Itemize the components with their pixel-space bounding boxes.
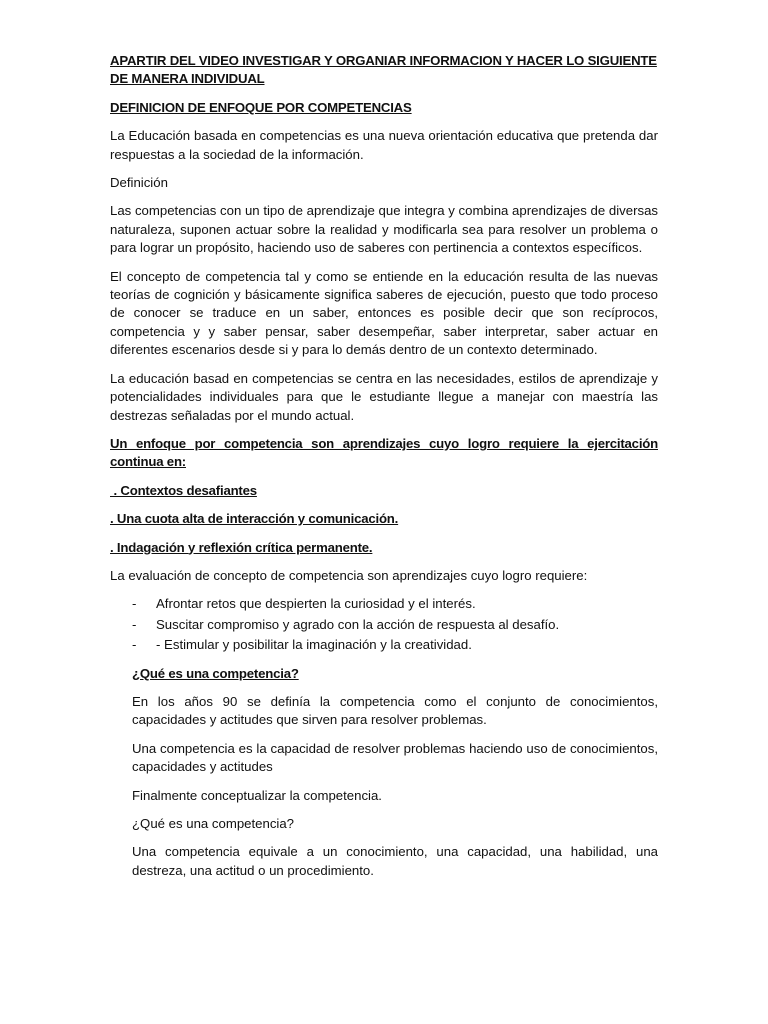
section-heading: DEFINICION DE ENFOQUE POR COMPETENCIAS [110,99,412,115]
enfoque-item-2: . Una cuota alta de interacción y comunicación. [110,511,399,527]
enfoque-item-3: . Indagación y reflexión crítica permanente. [110,539,373,555]
title-line-2: DE MANERA INDIVIDUAL [110,71,265,87]
paragraph-competencias: Las competencias con un tipo de aprendizaje que integra y combina aprendizajes de diversas naturaleza, suponen actuar sobre la realidad y modificarla sea para resolver un problema o para lograr un propósito, haciendo uso de saberes con pertinencia a contextos específicos. [110,203,658,256]
answer-paragraph-2: Una competencia es la capacidad de resolver problemas haciendo uso de conocimientos, capacidades y actitudes [132,740,658,775]
dash-bullet: - [132,637,137,653]
list-item [110,636,658,654]
dash-bullet: - [132,616,137,632]
enfoque-item-1: . Contextos desafiantes [110,482,257,498]
intro-paragraph: La Educación basada en competencias es una nueva orientación educativa que pretenda dar respuestas a la sociedad de la información. [110,128,658,162]
list-item [110,595,658,613]
indented-section [110,665,658,881]
list-item-text: Afrontar retos que despierten la curiosidad y el interés. [156,596,476,612]
paragraph-concepto: El concepto de competencia tal y como se entiende en la educación resulta de las nuevas teorías de cognición y básicamente significa saberes de ejecución, puesto que todo proceso de conocer se traduce en un saber, entonces es posible decir que son recíprocos, competencia y y saber pensar, saber desempeñar, saber interpretar, saber actuar en diferentes escenarios desde si y para lo demás dentro de un contexto determinado. [110,268,658,358]
answer-paragraph-3: Una competencia equivale a un conocimiento, una capacidad, una habilidad, una destreza, una actitud o un procedimiento. [132,844,658,878]
answer-paragraph-1: En los años 90 se definía la competencia como el conjunto de conocimientos, capacidades y actitudes que sirven para resolver problemas. [132,693,658,728]
paragraph-educacion: La educación basad en competencias se centra en las necesidades, estilos de aprendizaje y potencialidades individuales para que le estudiante llegue a manejar con maestría las destrezas señaladas por el mundo actual. [110,370,658,423]
question-heading-1: ¿Qué es una competencia? [132,665,299,681]
question-2: ¿Qué es una competencia? [132,816,295,831]
title-line-1: APARTIR DEL VIDEO INVESTIGAR Y ORGANIAR INFORMACION Y HACER LO SIGUIENTE [110,53,657,68]
list-item-text: Suscitar compromiso y agrado con la acción de respuesta al desafío. [156,616,560,632]
list-item [110,616,658,634]
evaluacion-lead: La evaluación de concepto de competencia son aprendizajes cuyo logro requiere: [110,567,588,583]
list-item-text: - Estimular y posibilitar la imaginación y la creatividad. [156,637,472,653]
final-note: Finalmente conceptualizar la competencia. [132,787,382,803]
document-title [110,52,658,89]
enfoque-lead: Un enfoque por competencia son aprendizajes cuyo logro requiere la ejercitación continua en: [110,435,658,470]
definition-label: Definición [110,175,168,191]
dash-bullet: - [132,596,137,612]
dash-list [110,595,658,654]
